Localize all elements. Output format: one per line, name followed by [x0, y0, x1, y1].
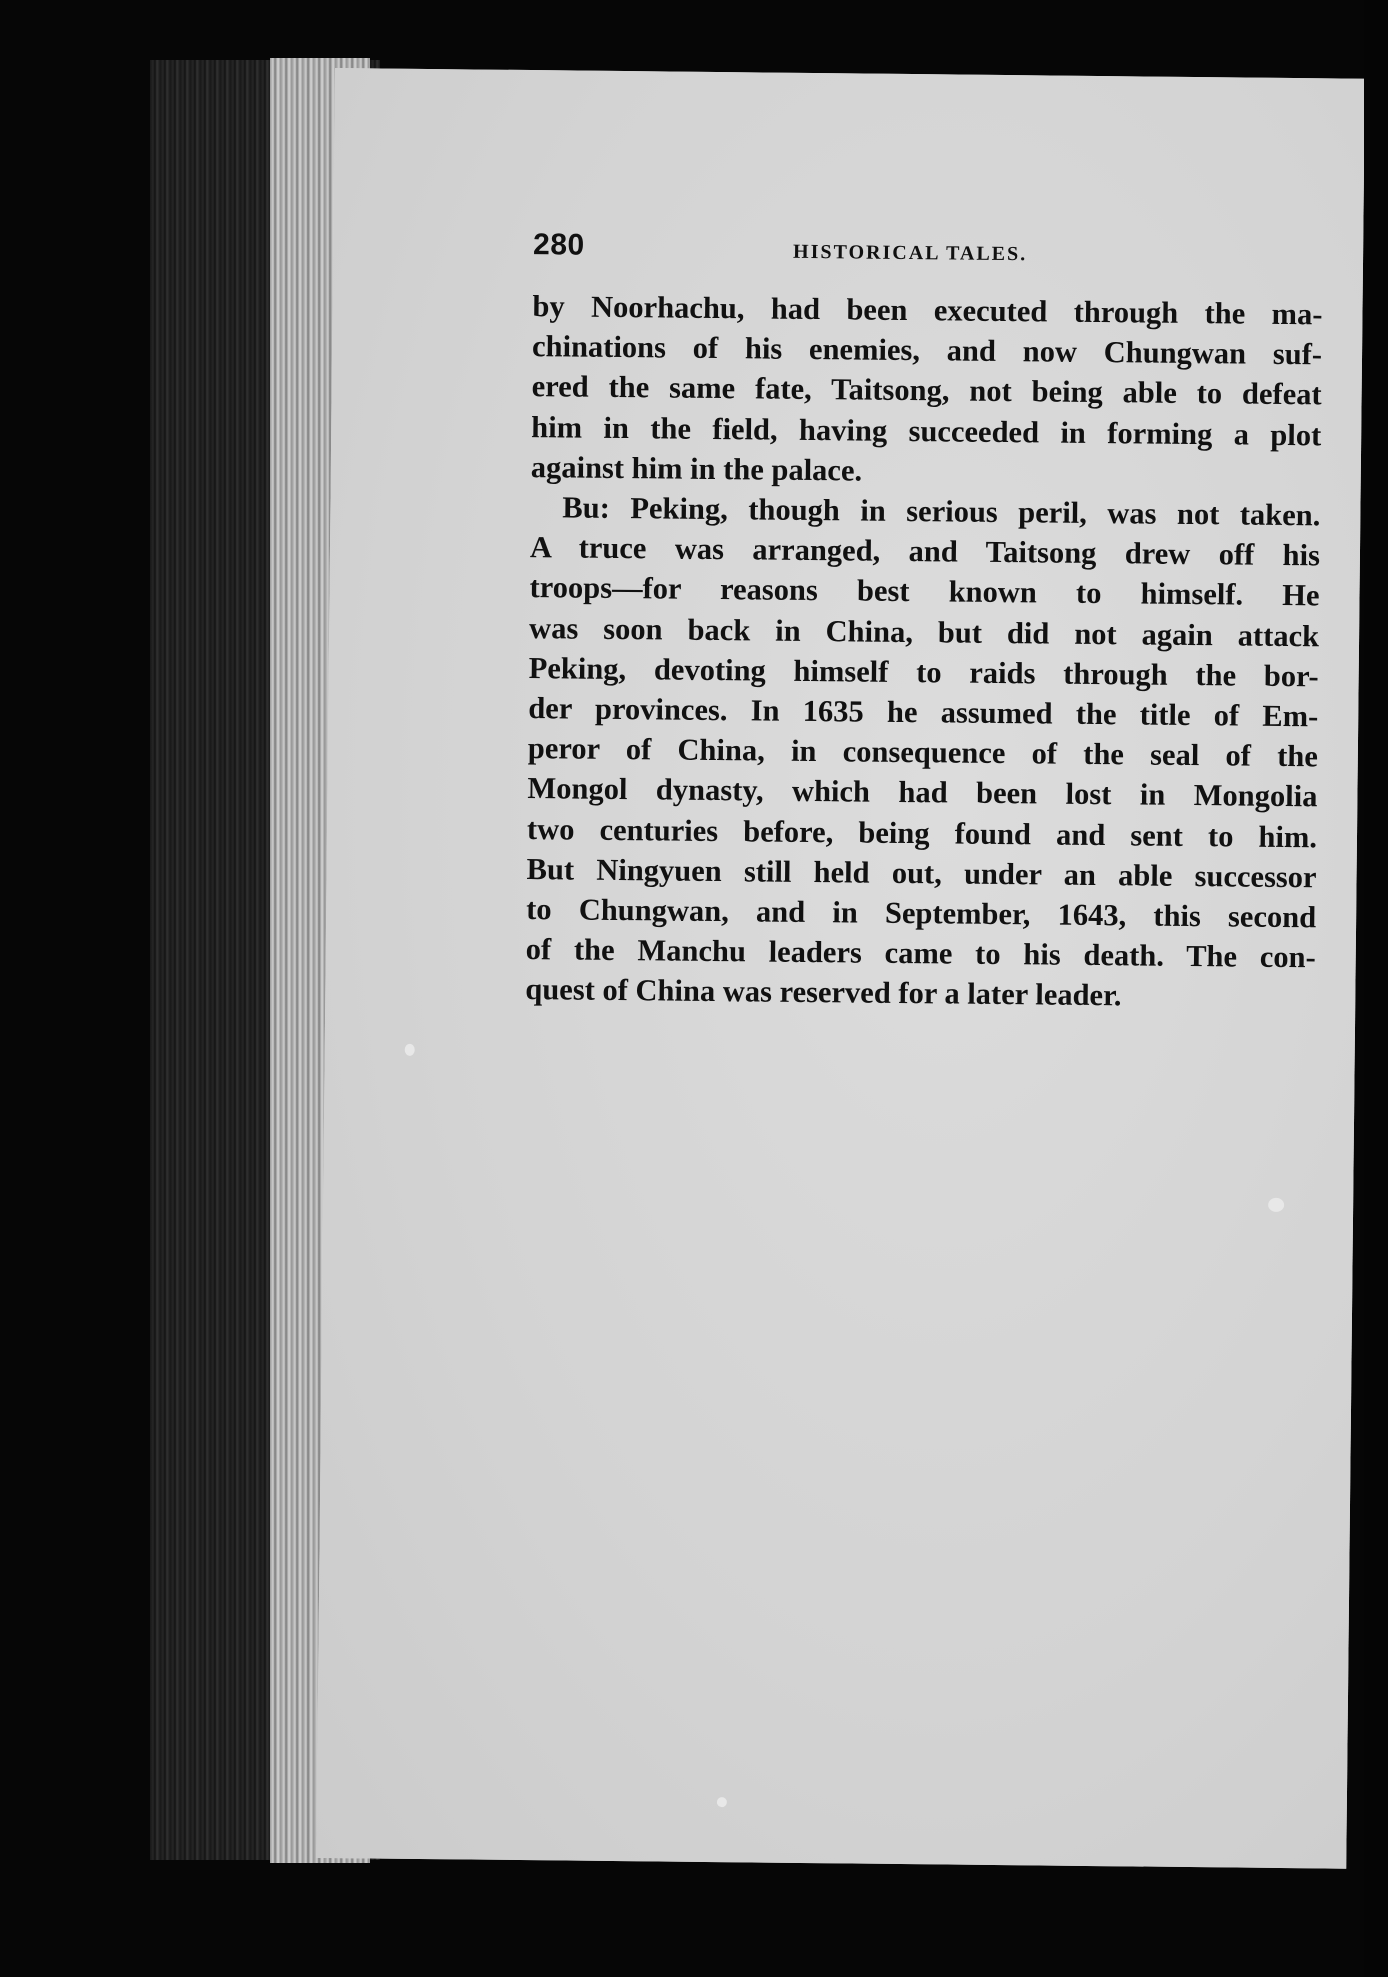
text-line: troops—for reasons best known to himself. He [529, 570, 1320, 613]
text-line: But Ningyuen still held out, under an able successor [526, 851, 1317, 895]
paragraph-1 [531, 286, 1323, 495]
text-line: of the Manchu leaders came to his death. The con- [525, 932, 1316, 975]
paper-speck [405, 1044, 415, 1056]
text-line: two centuries before, being found and sent to him. [526, 811, 1318, 854]
text-line: A truce was arranged, and Taitsong drew off his [529, 530, 1321, 573]
paragraph-2 [525, 487, 1320, 1018]
book-page [316, 68, 1365, 1869]
text-line: der provinces. In 1635 he assumed the title of Em- [528, 691, 1319, 734]
text-line: by Noorhachu, had been executed through the ma- [532, 289, 1323, 332]
scan-border [1364, 0, 1388, 1977]
page-number: 280 [532, 228, 585, 262]
body-text [525, 286, 1323, 1018]
text-line: Mongol dynasty, which had been lost in Mongolia [527, 771, 1318, 814]
running-title: HISTORICAL TALES. [792, 240, 1028, 266]
running-head [533, 228, 1323, 280]
paper-speck [1268, 1198, 1284, 1212]
text-line: Peking, devoting himself to raids through the bor- [528, 650, 1319, 694]
text-line: peror of China, in consequence of the seal of the [527, 731, 1319, 774]
page-content [525, 228, 1323, 1018]
text-line: Bu: Peking, though in serious peril, was not taken. [562, 490, 1321, 533]
text-line: quest of China was reserved for a later leader. [525, 972, 1122, 1013]
text-line: was soon back in China, but did not again attack [528, 610, 1320, 653]
text-line: chinations of his enemies, and now Chungwan suf- [531, 329, 1323, 372]
text-line: against him in the palace. [530, 449, 863, 488]
text-line: ered the same fate, Taitsong, not being able to defeat [531, 369, 1322, 412]
text-line: to Chungwan, and in September, 1643, this second [526, 892, 1317, 935]
text-line: him in the field, having succeeded in forming a plot [531, 409, 1322, 452]
paper-speck [717, 1797, 727, 1807]
